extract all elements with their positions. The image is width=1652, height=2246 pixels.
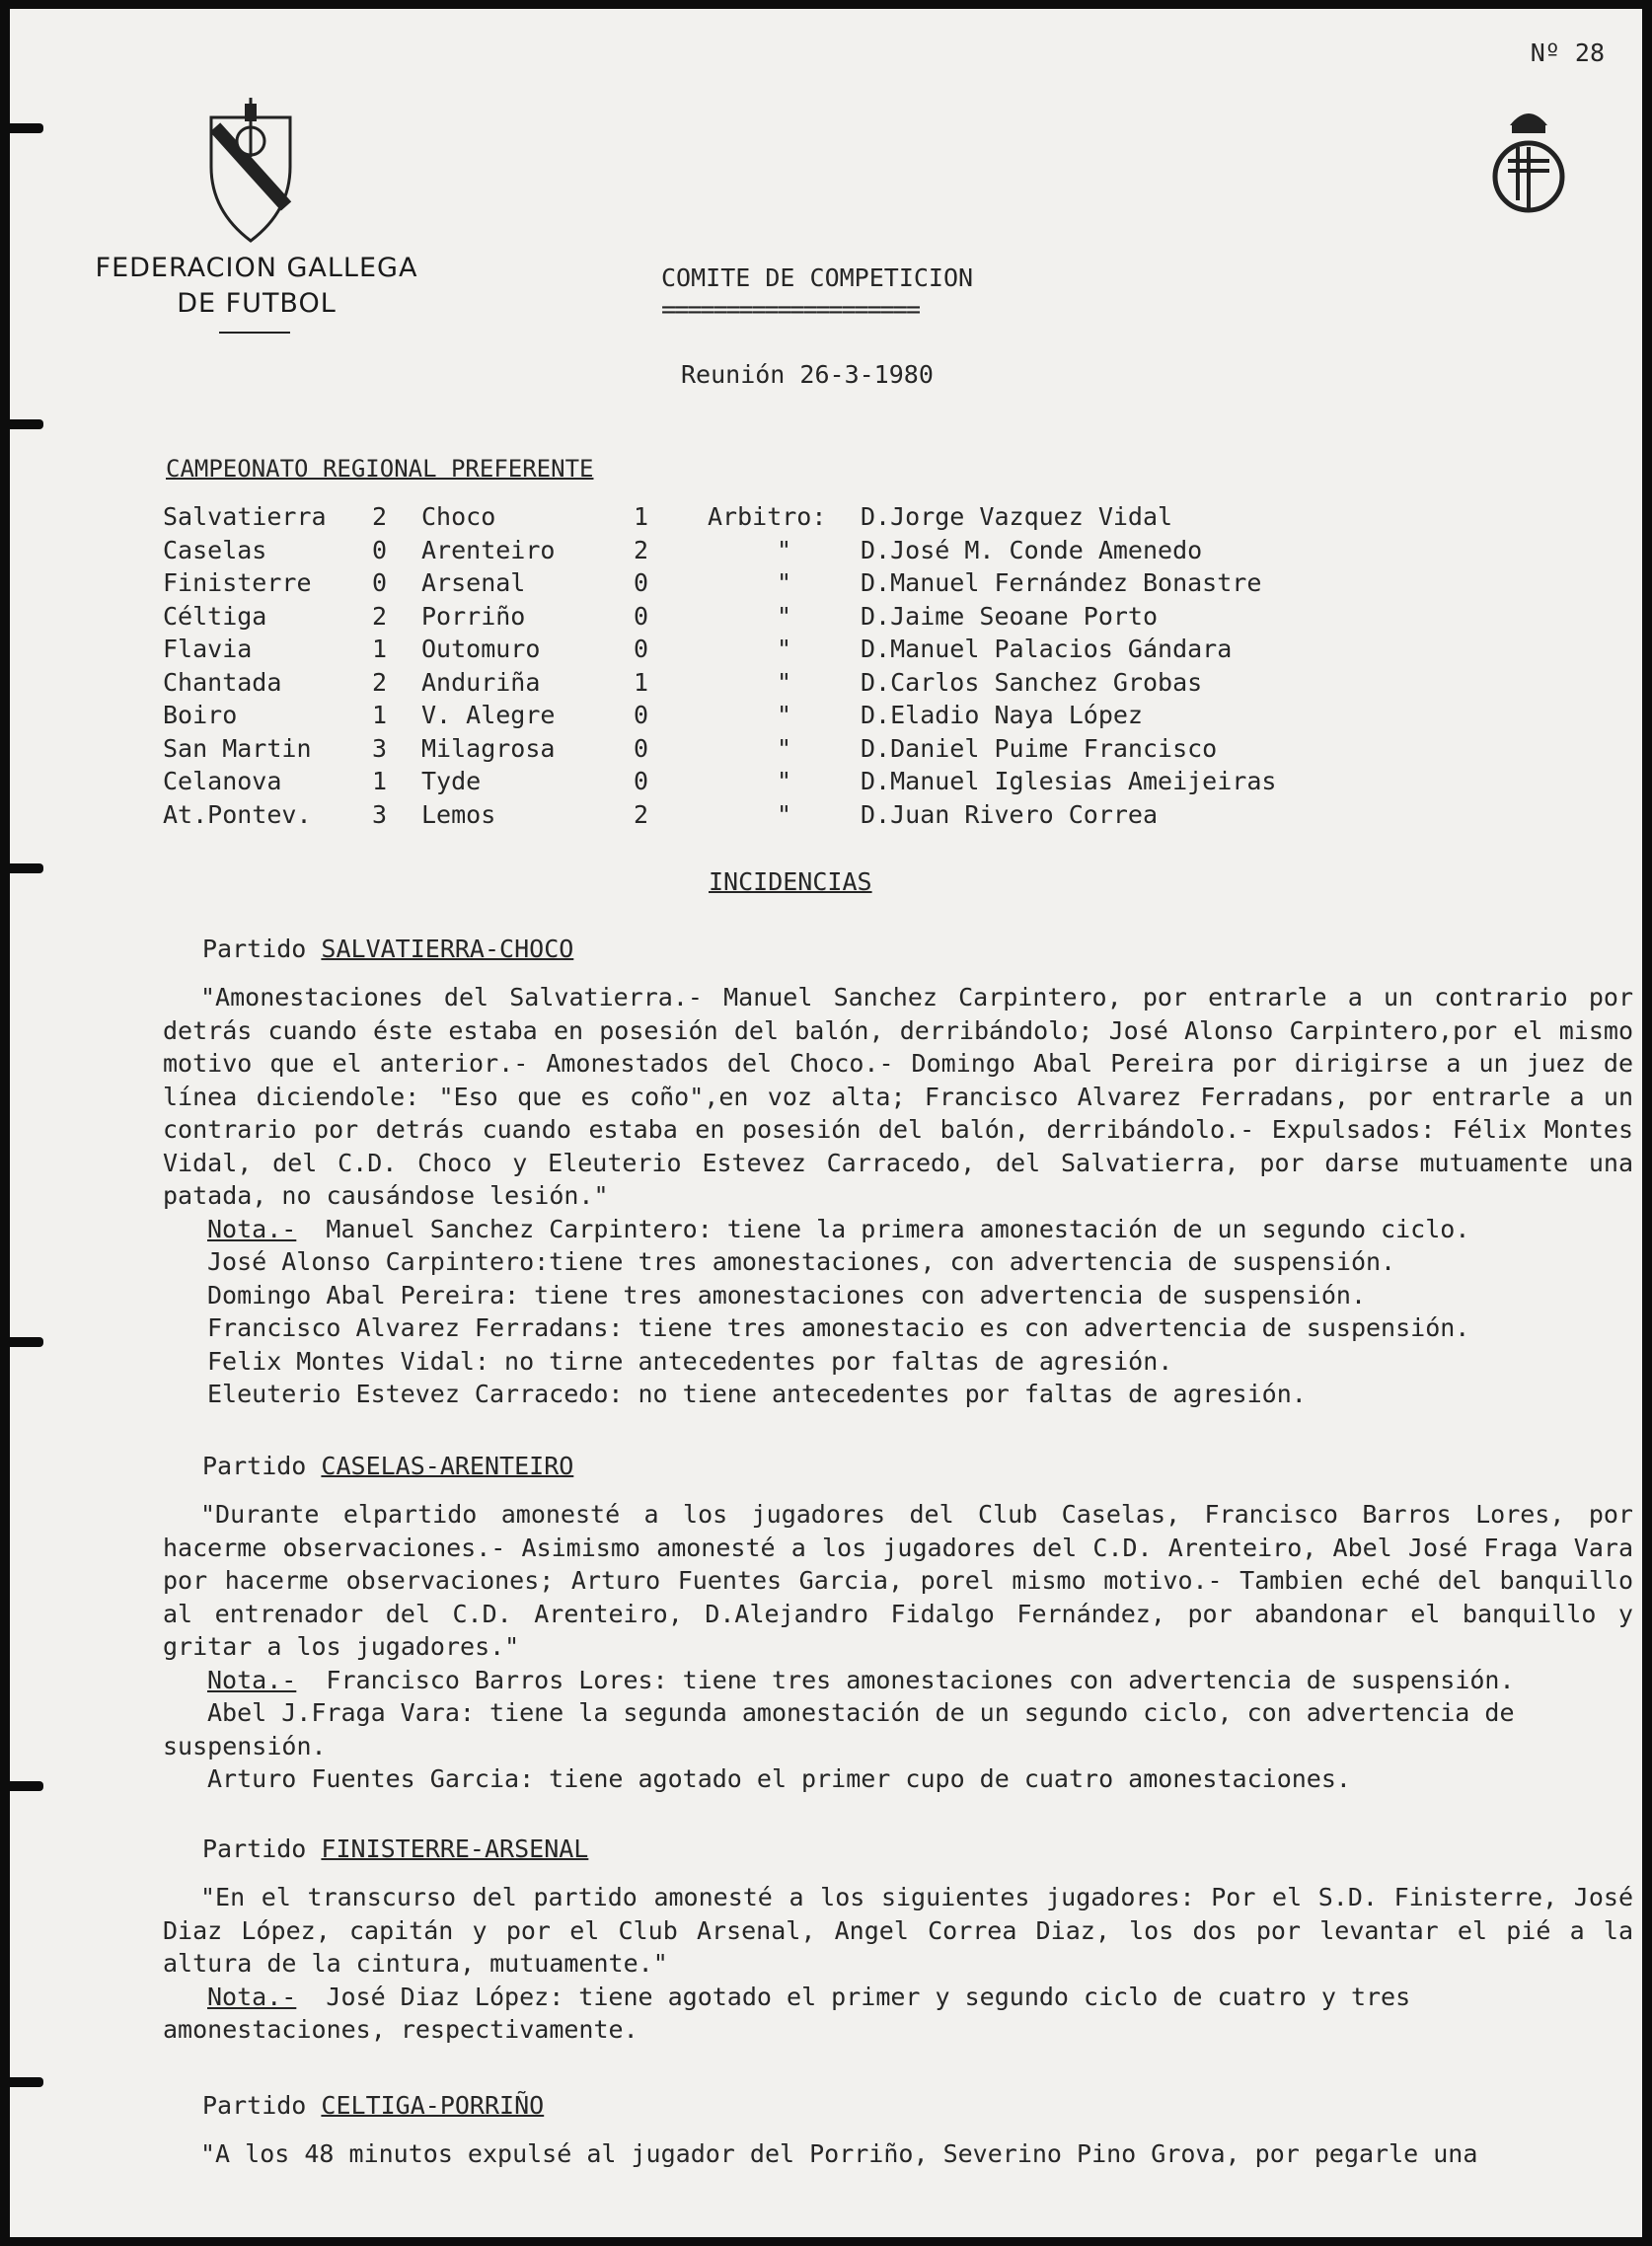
away-team: Anduriña (421, 667, 541, 697)
ditto-mark: " (776, 535, 792, 564)
away-goals: 2 (634, 799, 649, 829)
away-goals: 0 (634, 701, 649, 729)
ditto-mark: " (776, 635, 792, 663)
referee-name: D.Jorge Vazquez Vidal (861, 502, 1173, 531)
result-row (163, 668, 1276, 702)
punch-hole (10, 2077, 43, 2087)
away-team: Porriño (421, 601, 526, 631)
nota-label: Nota.- (207, 1982, 297, 2011)
referee-name: D.Manuel Iglesias Ameijeiras (861, 767, 1277, 795)
result-row (163, 602, 1276, 636)
away-team: Milagrosa (421, 733, 556, 763)
result-row (163, 800, 1276, 834)
ditto-mark: " (776, 701, 792, 729)
home-goals: 2 (372, 601, 388, 631)
committee-title: COMITE DE COMPETICION (661, 263, 974, 292)
nota-label: Nota.- (207, 1665, 297, 1694)
referee-name: D.Manuel Fernández Bonastre (861, 568, 1262, 597)
committee-title-rule: ==================== (661, 295, 920, 324)
note-text: Francisco Barros Lores: tiene tres amonestaciones con advertencia de suspensión. (326, 1665, 1515, 1694)
home-goals: 1 (372, 767, 388, 795)
partido-word: Partido (202, 2091, 307, 2120)
home-team: San Martin (163, 733, 312, 763)
result-row (163, 502, 1276, 536)
home-goals: 1 (372, 635, 388, 663)
punch-hole (10, 1781, 43, 1791)
away-goals: 0 (634, 601, 649, 631)
referee-name: D.Daniel Puime Francisco (861, 733, 1218, 763)
match-report: "En el transcurso del partido amonesté a los siguientes jugadores: Por el S.D. Finisterre, José Diaz López, capitán y por el Club Arsenal, Angel Correa Diaz, los dos por levantar el pié a la altura de la cintura, mutuamente." (163, 1883, 1633, 1978)
away-team: Outomuro (421, 635, 541, 663)
punch-hole (10, 1337, 43, 1347)
away-goals: 0 (634, 635, 649, 663)
federation-rule (219, 332, 290, 334)
away-team: Lemos (421, 799, 496, 829)
note-line (163, 1664, 1633, 1697)
away-goals: 0 (634, 767, 649, 795)
note-line: Abel J.Fraga Vara: tiene la segunda amonestación de un segundo ciclo, con advertencia de suspensión. (163, 1698, 1515, 1760)
home-goals: 0 (372, 535, 388, 564)
match-heading (202, 2091, 1642, 2120)
home-team: Céltiga (163, 601, 267, 631)
nota-label: Nota.- (207, 1214, 297, 1243)
partido-word: Partido (202, 1834, 307, 1863)
home-goals: 3 (372, 733, 388, 763)
away-goals: 2 (634, 535, 649, 564)
match-section-caselas-arenteiro (163, 1452, 1633, 1796)
ditto-mark: " (776, 568, 792, 597)
note-line: Eleuterio Estevez Carracedo: no tiene antecedentes por faltas de agresión. (207, 1380, 1307, 1408)
referee-name: D.Manuel Palacios Gándara (861, 635, 1233, 663)
home-goals: 1 (372, 701, 388, 729)
result-row (163, 536, 1276, 569)
document-number: Nº 28 (1530, 38, 1605, 67)
away-goals: 0 (634, 733, 649, 763)
meeting-date: Reunión 26-3-1980 (681, 360, 934, 389)
note-line: Domingo Abal Pereira: tiene tres amonestaciones con advertencia de suspensión. (207, 1280, 1366, 1310)
result-row (163, 701, 1276, 734)
match-title: CASELAS-ARENTEIRO (321, 1452, 574, 1480)
note-line (163, 1213, 1633, 1246)
referee-name: D.Juan Rivero Correa (861, 799, 1159, 829)
result-row (163, 635, 1276, 668)
ditto-mark: " (776, 601, 792, 631)
referee-name: D.Carlos Sanchez Grobas (861, 667, 1203, 697)
match-section-finisterre-arsenal (163, 1834, 1633, 2047)
match-section-celtiga-porrino (163, 2091, 1633, 2171)
home-team: Boiro (163, 701, 238, 729)
match-title: CELTIGA-PORRIÑO (321, 2091, 545, 2120)
federation-name-line2: DE FUTBOL (177, 288, 337, 319)
home-team: At.Pontev. (163, 799, 312, 829)
match-heading (202, 1834, 1642, 1863)
away-goals: 1 (634, 667, 649, 697)
home-team: Caselas (163, 535, 267, 564)
match-report: "A los 48 minutos expulsé al jugador del Porriño, Severino Pino Grova, por pegarle una (200, 2139, 1478, 2168)
match-report: "Durante elpartido amonesté a los jugadores del Club Caselas, Francisco Barros Lores, por hacerme observaciones.- Asimismo amonesté a los jugadores del C.D. Arenteiro, Abel José Fraga Vara por hacerme observaciones; Arturo Fuentes Garcia, porel mismo motivo.- Tambien eché del banquillo al entrenador del C.D. Arenteiro, D.Alejandro Fidalgo Fernández, por abandonar el banquillo y gritar a los jugadores." (163, 1500, 1633, 1661)
home-goals: 2 (372, 502, 388, 531)
referee-name: D.José M. Conde Amenedo (861, 535, 1203, 564)
home-team: Chantada (163, 667, 282, 697)
note-text: José Diaz López: tiene agotado el primer y segundo ciclo de cuatro y tres amonestaciones, respectivamente. (163, 1982, 1411, 2044)
home-goals: 2 (372, 667, 388, 697)
punch-hole (10, 419, 43, 429)
match-section-salvatierra-choco (163, 935, 1633, 1411)
ditto-mark: " (776, 767, 792, 795)
federation-name-line1: FEDERACION GALLEGA (95, 253, 418, 283)
match-heading (202, 935, 1642, 963)
punch-hole (10, 123, 43, 133)
away-team: Arsenal (421, 568, 526, 597)
home-team: Flavia (163, 635, 253, 663)
home-team: Finisterre (163, 568, 312, 597)
federation-name (59, 251, 454, 322)
partido-word: Partido (202, 1452, 307, 1480)
punch-hole (10, 863, 43, 873)
away-team: Arenteiro (421, 535, 556, 564)
away-team: Choco (421, 502, 496, 531)
note-line: Felix Montes Vidal: no tirne antecedentes por faltas de agresión. (207, 1346, 1173, 1376)
note-text: Manuel Sanchez Carpintero: tiene la primera amonestación de un segundo ciclo. (326, 1214, 1470, 1243)
away-goals: 1 (634, 502, 649, 531)
result-row (163, 568, 1276, 602)
document-page (10, 9, 1642, 2237)
ditto-mark: " (776, 667, 792, 697)
home-team: Celanova (163, 767, 282, 795)
referee-name: D.Eladio Naya López (861, 701, 1143, 729)
home-team: Salvatierra (163, 502, 327, 531)
ditto-mark: " (776, 799, 792, 829)
result-row (163, 767, 1276, 800)
match-title: FINISTERRE-ARSENAL (321, 1834, 589, 1863)
home-goals: 3 (372, 799, 388, 829)
referee-label: Arbitro: (708, 502, 827, 531)
match-title: SALVATIERRA-CHOCO (321, 935, 574, 963)
note-line (163, 1981, 1633, 2047)
ditto-mark: " (776, 733, 792, 763)
federation-shield-logo (205, 98, 296, 246)
note-line: José Alonso Carpintero:tiene tres amonestaciones, con advertencia de suspensión. (207, 1247, 1396, 1276)
match-heading (202, 1452, 1642, 1480)
away-goals: 0 (634, 568, 649, 597)
results-table (163, 502, 1276, 833)
note-line: Arturo Fuentes Garcia: tiene agotado el primer cupo de cuatro amonestaciones. (207, 1764, 1351, 1793)
partido-word: Partido (202, 935, 307, 963)
away-team: V. Alegre (421, 701, 556, 729)
incidencias-heading: INCIDENCIAS (709, 867, 872, 896)
result-row (163, 734, 1276, 768)
home-goals: 0 (372, 568, 388, 597)
match-report: "Amonestaciones del Salvatierra.- Manuel Sanchez Carpintero, por entrarle a un contrario por detrás cuando éste estaba en posesión del balón, derribándolo; José Alonso Carpintero,por el mismo motivo que el anterior.- Amonestados del Choco.- Domingo Abal Pereira por dirigirse a un juez de línea diciendole: "Eso que es coño",en voz alta; Francisco Alvarez Ferradans, por entrarle a un contrario por detrás cuando estaba en posesión del balón, derribándolo.- Expulsados: Félix Montes Vidal, del C.D. Choco y Eleuterio Estevez Carracedo, del Salvatierra, por darse mutuamente una patada, no causándose lesión." (163, 983, 1633, 1210)
championship-heading: CAMPEONATO REGIONAL PREFERENTE (166, 455, 594, 483)
note-line: Francisco Alvarez Ferradans: tiene tres amonestacio es con advertencia de suspensión. (207, 1313, 1470, 1342)
away-team: Tyde (421, 767, 482, 795)
referee-name: D.Jaime Seoane Porto (861, 601, 1159, 631)
royal-emblem-icon (1488, 100, 1569, 218)
